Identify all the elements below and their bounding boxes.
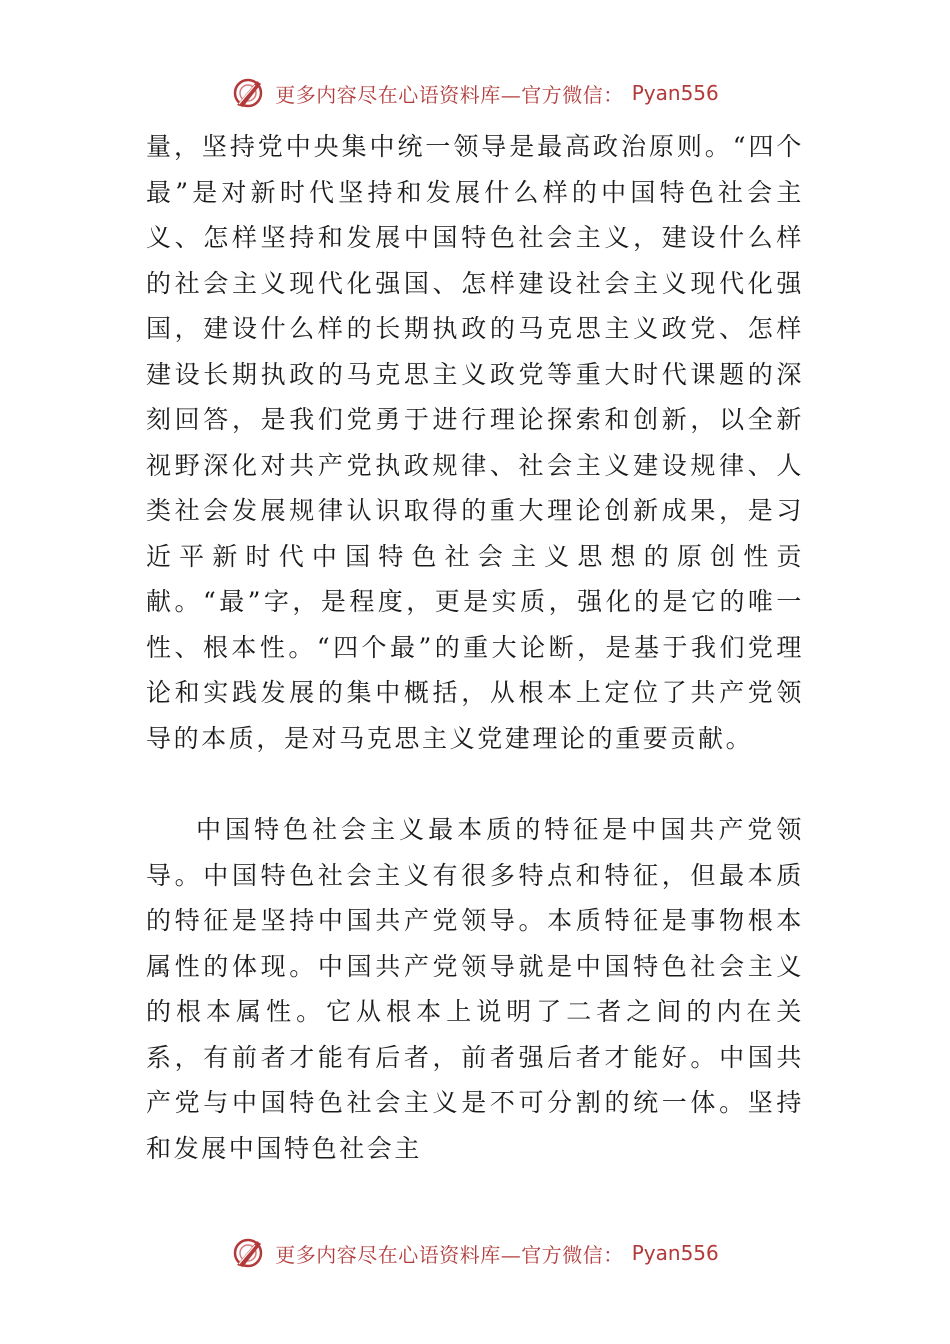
paragraph-continued: 量，坚持党中央集中统一领导是最高政治原则。“四个最”是对新时代坚持和发展什么样的中国特色社会主义、怎样坚持和发展中国特色社会主义，建设什么样的社会主义现代化强国、怎样建设社会主义现代化强国，建设什么样的长期执政的马克思主义政党、怎样建设长期执政的马克思主义政党等重大时代课题的深刻回答，是我们党勇于进行理论探索和创新，以全新视野深化对共产党执政规律、社会主义建设规律、人类社会发展规律认识取得的重大理论创新成果，是习近平新时代中国特色社会主义思想的原创性贡献。“最”字，是程度，更是实质，强化的是它的唯一性、根本性。“四个最”的重大论断，是基于我们党理论和实践发展的集中概括，从根本上定位了共产党领导的本质，是对马克思主义党建理论的重要贡献。 <box>146 132 804 753</box>
banner-wechat-id: Pyan556 <box>631 81 719 105</box>
header-banner <box>0 68 950 118</box>
pen-circle-logo-icon <box>231 75 267 111</box>
document-body <box>146 124 804 1171</box>
pen-circle-logo-icon <box>231 1235 267 1271</box>
banner-text: 更多内容尽在心语资料库—官方微信： <box>275 1242 624 1267</box>
banner-text: 更多内容尽在心语资料库—官方微信： <box>275 82 624 107</box>
paragraph: 中国特色社会主义最本质的特征是中国共产党领导。中国特色社会主义有很多特点和特征，但最本质的特征是坚持中国共产党领导。本质特征是事物根本属性的体现。中国共产党领导就是中国特色社会主义的根本属性。它从根本上说明了二者之间的内在关系，有前者才能有后者，前者强后者才能好。中国共产党与中国特色社会主义是不可分割的统一体。坚持和发展中国特色社会主 <box>146 815 804 1163</box>
banner-wechat-id: Pyan556 <box>631 1241 719 1265</box>
footer-banner <box>0 1228 950 1278</box>
